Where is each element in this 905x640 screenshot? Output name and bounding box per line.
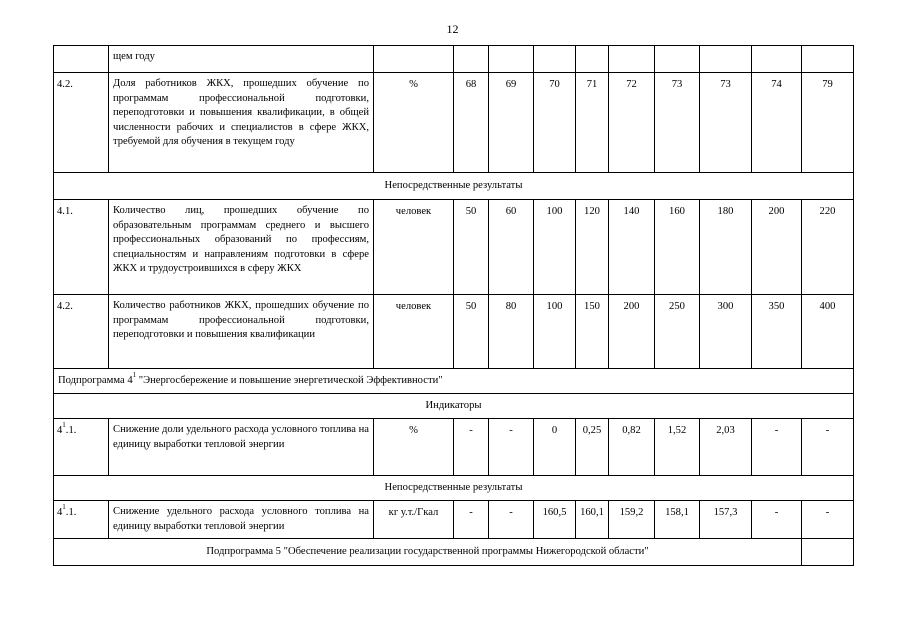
subprogram-title — [54, 369, 854, 394]
value-cell: 180 — [700, 200, 752, 295]
value-cell: - — [489, 419, 534, 476]
row-unit: кг у.т./Гкал — [374, 501, 454, 539]
code-superscript: 1 — [62, 503, 66, 512]
row-unit: % — [374, 419, 454, 476]
code-rest: .1. — [65, 507, 77, 518]
row-code: 4.2. — [54, 73, 109, 173]
value-cell: 71 — [576, 73, 609, 173]
value-cell: 100 — [534, 200, 576, 295]
value-cell: 70 — [534, 73, 576, 173]
value-cell: 250 — [655, 295, 700, 369]
value-cell: 72 — [609, 73, 655, 173]
page-number: 12 — [446, 22, 459, 36]
section-header-row — [54, 173, 854, 200]
value-cell — [700, 46, 752, 73]
section-header-row — [54, 394, 854, 419]
value-cell: 79 — [802, 73, 854, 173]
row-code: 4.2. — [54, 295, 109, 369]
subprogram-name: "Энергосбережение и повышение энергетической Эффективности" — [136, 374, 443, 386]
value-cell: 0,25 — [576, 419, 609, 476]
table-row — [54, 295, 854, 369]
row-description: Количество работников ЖКХ, прошедших обучение по программам профессиональной подготовки, переподготовки и повышения квалификации — [109, 295, 374, 369]
value-cell: 400 — [802, 295, 854, 369]
value-cell: 157,3 — [700, 501, 752, 539]
value-cell: 60 — [489, 200, 534, 295]
value-cell: 2,03 — [700, 419, 752, 476]
value-cell: 220 — [802, 200, 854, 295]
value-cell: 160,5 — [534, 501, 576, 539]
code-main: 4 — [57, 507, 63, 518]
value-cell: 350 — [752, 295, 802, 369]
code-superscript: 1 — [62, 421, 66, 430]
section-header-row — [54, 476, 854, 501]
indicators-table — [53, 45, 854, 566]
value-cell: 150 — [576, 295, 609, 369]
value-cell: 300 — [700, 295, 752, 369]
value-cell: 160 — [655, 200, 700, 295]
value-cell: - — [454, 419, 489, 476]
table-row — [54, 200, 854, 295]
row-unit: человек — [374, 295, 454, 369]
value-cell — [454, 46, 489, 73]
value-cell: 50 — [454, 200, 489, 295]
table-row — [54, 419, 854, 476]
subprogram-prefix: Подпрограмма 4 — [58, 374, 133, 386]
value-cell: 0,82 — [609, 419, 655, 476]
value-cell: - — [454, 501, 489, 539]
value-cell: 140 — [609, 200, 655, 295]
value-cell: 200 — [752, 200, 802, 295]
table-row — [54, 73, 854, 173]
value-cell: 1,52 — [655, 419, 700, 476]
subprogram-superscript: 1 — [132, 371, 137, 380]
value-cell: - — [489, 501, 534, 539]
value-cell: 69 — [489, 73, 534, 173]
table-row — [54, 46, 854, 73]
value-cell — [489, 46, 534, 73]
row-unit: человек — [374, 200, 454, 295]
value-cell: - — [752, 419, 802, 476]
subprogram-title: Подпрограмма 5 "Обеспечение реализации государственной программы Нижегородской области" — [54, 539, 802, 566]
row-code — [54, 501, 109, 539]
row-description: Снижение удельного расхода условного топлива на единицу выработки тепловой энергии — [109, 501, 374, 539]
value-cell — [655, 46, 700, 73]
row-unit: % — [374, 73, 454, 173]
value-cell: 159,2 — [609, 501, 655, 539]
row-description: щем году — [109, 46, 374, 73]
value-cell — [752, 46, 802, 73]
row-description: Доля работников ЖКХ, прошедших обучение по программам профессиональной подготовки, переподготовки и повышения квалификации, в общей численности рабочих и специалистов в сфере ЖКХ, требуемой для обучения в текущем году — [109, 73, 374, 173]
section-header: Индикаторы — [54, 394, 854, 419]
row-code: 4.1. — [54, 200, 109, 295]
value-cell: - — [802, 419, 854, 476]
section-header: Непосредственные результаты — [54, 173, 854, 200]
value-cell — [534, 46, 576, 73]
section-header: Непосредственные результаты — [54, 476, 854, 501]
row-description: Снижение доли удельного расхода условного топлива на единицу выработки тепловой энергии — [109, 419, 374, 476]
row-description: Количество лиц, прошедших обучение по образовательным программам среднего и высшего профессиональных образований по профессиям, специальностям и направлениям подготовки в сфере ЖКХ и трудоустроившихся в сферу ЖКХ — [109, 200, 374, 295]
value-cell: 73 — [700, 73, 752, 173]
value-cell: 0 — [534, 419, 576, 476]
value-cell: 120 — [576, 200, 609, 295]
subprogram-row — [54, 539, 854, 566]
value-cell: 100 — [534, 295, 576, 369]
value-cell: 68 — [454, 73, 489, 173]
value-cell: 73 — [655, 73, 700, 173]
value-cell — [576, 46, 609, 73]
value-cell: 158,1 — [655, 501, 700, 539]
value-cell: 200 — [609, 295, 655, 369]
value-cell: - — [752, 501, 802, 539]
row-unit — [374, 46, 454, 73]
empty-cell — [802, 539, 854, 566]
row-code — [54, 419, 109, 476]
code-main: 4 — [57, 425, 63, 436]
value-cell: 50 — [454, 295, 489, 369]
value-cell: 80 — [489, 295, 534, 369]
value-cell — [802, 46, 854, 73]
table-row — [54, 501, 854, 539]
value-cell — [609, 46, 655, 73]
value-cell: 74 — [752, 73, 802, 173]
code-rest: .1. — [65, 425, 77, 436]
value-cell: 160,1 — [576, 501, 609, 539]
row-code — [54, 46, 109, 73]
subprogram-row — [54, 369, 854, 394]
value-cell: - — [802, 501, 854, 539]
